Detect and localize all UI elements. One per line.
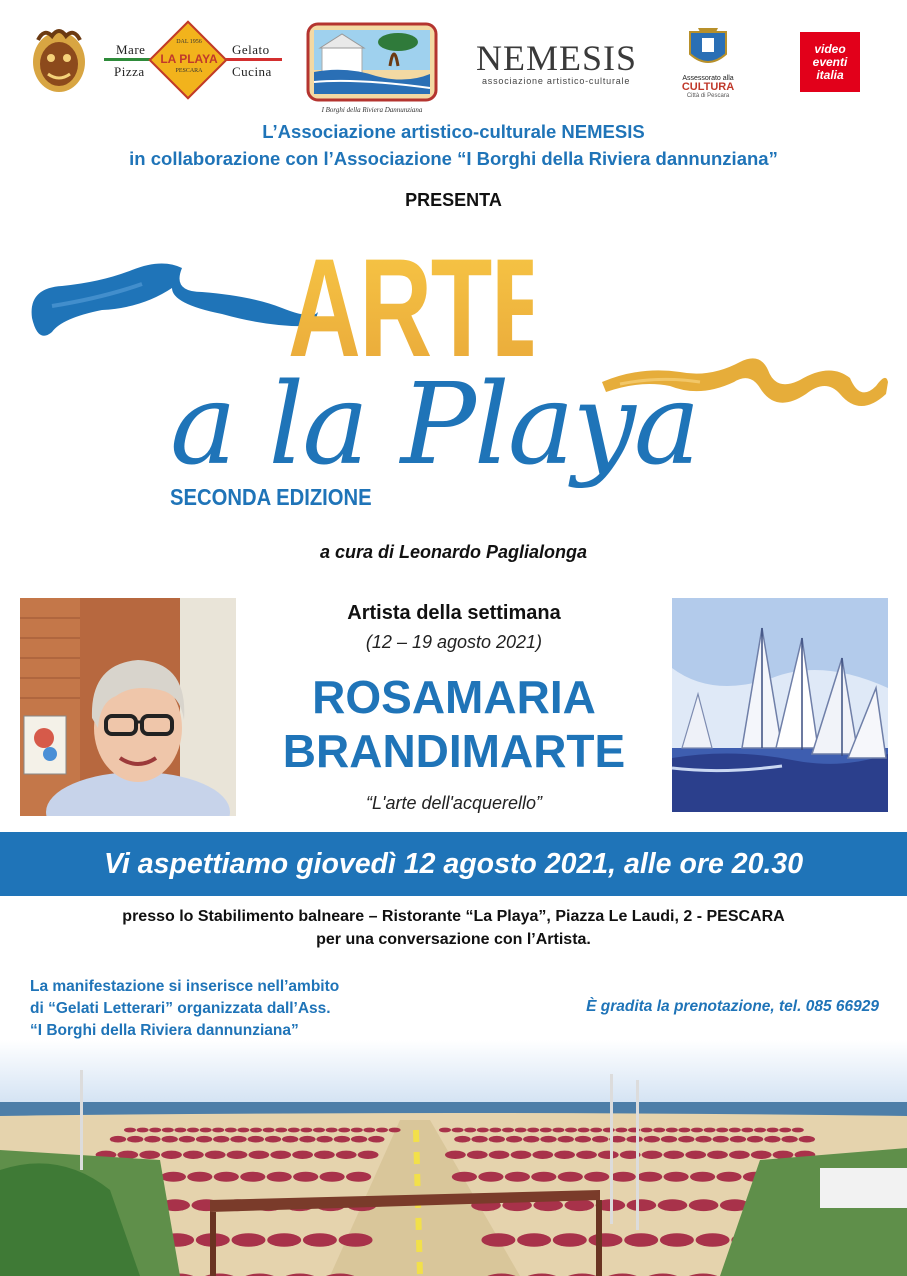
playa-mare: Mare [116, 42, 146, 57]
beach-umbrella [358, 1151, 379, 1159]
beach-umbrella [779, 1128, 791, 1133]
beach-umbrella [716, 1128, 728, 1133]
beach-umbrella [213, 1136, 229, 1143]
beach-umbrella [716, 1172, 741, 1182]
beach-umbrella [611, 1172, 636, 1182]
beach-umbrella [696, 1233, 730, 1247]
playa-name: LA PLAYA [160, 52, 218, 66]
artist-photo [20, 598, 236, 816]
beach-umbrella [454, 1136, 470, 1143]
date-banner: Vi aspettiamo giovedì 12 agosto 2021, alle ore 20.30 [0, 832, 907, 896]
beach-umbrella [339, 1233, 373, 1247]
venue-line-1: presso lo Stabilimento balneare – Ristorante “La Playa”, Piazza Le Laudi, 2 - PESCARA [122, 908, 785, 925]
watercolor-painting [672, 598, 888, 812]
artist-first-name: ROSAMARIA [312, 671, 596, 723]
cultura-line1: Assessorato alla [682, 75, 734, 82]
beach-umbrella [729, 1151, 750, 1159]
beach-umbrella [554, 1151, 575, 1159]
beach-umbrella [124, 1128, 136, 1133]
beach-umbrella [678, 1136, 694, 1143]
beach-umbrella [300, 1128, 312, 1133]
beach-umbrella [713, 1136, 729, 1143]
beach-umbrella [214, 1172, 239, 1182]
beach-umbrella [363, 1128, 375, 1133]
beach-umbrella [225, 1128, 237, 1133]
beach-umbrella [515, 1128, 527, 1133]
beach-umbrella [489, 1151, 510, 1159]
org-line-2: in collaborazione con l’Associazione “I Borghi della Riviera dannunziana” [129, 148, 778, 169]
beach-umbrella [598, 1151, 619, 1159]
video-line2: eventi [812, 54, 848, 69]
beach-umbrella [467, 1151, 488, 1159]
beach-umbrella [326, 1128, 338, 1133]
beach-umbrella [565, 1128, 577, 1133]
beach-umbrella [527, 1128, 539, 1133]
beach-umbrella [452, 1172, 477, 1182]
beach-umbrella [690, 1172, 715, 1182]
cultura-line2: CULTURA [681, 81, 735, 93]
beach-umbrella [232, 1233, 266, 1247]
beach-umbrella [754, 1128, 766, 1133]
beach-umbrella [615, 1128, 627, 1133]
beach-umbrella [730, 1136, 746, 1143]
beach-umbrella [227, 1151, 248, 1159]
beach-umbrella [293, 1172, 318, 1182]
beach-umbrella [248, 1136, 264, 1143]
beach-umbrella [751, 1151, 772, 1159]
nemesis-name: NEMESIS [476, 38, 638, 78]
beach-umbrella [212, 1128, 224, 1133]
beach-umbrella [644, 1136, 660, 1143]
beach-umbrella [695, 1136, 711, 1143]
a-la-playa-title: a la Playa [170, 360, 699, 490]
beach-umbrella [270, 1151, 291, 1159]
beach-umbrella [376, 1128, 388, 1133]
beach-umbrella [389, 1128, 401, 1133]
beach-umbrella [578, 1128, 590, 1133]
beach-umbrella [237, 1128, 249, 1133]
beach-umbrella [704, 1128, 716, 1133]
playa-cucina: Cucina [232, 64, 272, 79]
org-line-1: L’Associazione artistico-culturale NEMESIS [262, 121, 645, 142]
curator-line: a cura di Leonardo Paglialonga [319, 542, 588, 562]
beach-umbrella [196, 1136, 212, 1143]
beach-umbrella [288, 1128, 300, 1133]
beach-umbrella [502, 1128, 514, 1133]
beach-umbrella [240, 1172, 265, 1182]
beach-umbrella [707, 1151, 728, 1159]
la-playa-logo [104, 32, 282, 88]
beach-umbrella [477, 1128, 489, 1133]
beach-umbrella [666, 1128, 678, 1133]
beach-umbrella [338, 1128, 350, 1133]
nemesis-subtitle: associazione artistico-culturale [482, 76, 631, 86]
beach-umbrella [162, 1128, 174, 1133]
beach-umbrella [660, 1233, 694, 1247]
beach-umbrella [575, 1136, 591, 1143]
blue-brush-stroke [22, 248, 322, 348]
beach-umbrella [552, 1128, 564, 1133]
artist-of-the-week-label: Artista della settimana [347, 602, 561, 624]
beach-umbrella [747, 1136, 763, 1143]
beach-umbrella [282, 1136, 298, 1143]
beach-umbrella [781, 1136, 797, 1143]
beach-umbrella [642, 1151, 663, 1159]
beach-umbrella [265, 1136, 281, 1143]
beach-umbrella [658, 1199, 688, 1211]
beach-umbrella [267, 1233, 301, 1247]
cultura-line3: Città di Pescara [686, 93, 730, 99]
playa-city: PESCARA [175, 68, 203, 74]
artist-last-name: BRANDIMARTE [282, 725, 626, 777]
booking-info: È gradita la prenotazione, tel. 085 66929 [586, 998, 879, 1015]
beach-umbrella [320, 1172, 345, 1182]
beach-umbrella [627, 1199, 657, 1211]
beach-umbrella [250, 1128, 262, 1133]
beach-umbrella [685, 1151, 706, 1159]
beach-umbrella [741, 1128, 753, 1133]
event-note [30, 976, 339, 1042]
beach-umbrella [478, 1172, 503, 1182]
venue-line-2: per una conversazione con l’Artista. [316, 931, 591, 948]
borghi-logo [306, 22, 438, 112]
beach-umbrella [729, 1128, 741, 1133]
beach-umbrella [316, 1136, 332, 1143]
beach-umbrella [584, 1172, 609, 1182]
beach-umbrella [183, 1151, 204, 1159]
video-eventi-logo [800, 32, 860, 92]
beach-umbrella [689, 1199, 719, 1211]
beach-umbrella [336, 1151, 357, 1159]
beach-umbrella [517, 1233, 551, 1247]
nemesis-logo [476, 40, 636, 88]
beach-umbrella [532, 1151, 553, 1159]
beach-umbrella [767, 1128, 779, 1133]
beach-umbrella [314, 1151, 335, 1159]
mask-logo [30, 26, 88, 94]
beach-umbrella [162, 1136, 178, 1143]
beach-umbrella [200, 1128, 212, 1133]
playa-since: DAL 1956 [176, 39, 202, 45]
beach-umbrella [149, 1128, 161, 1133]
beach-umbrella [110, 1136, 126, 1143]
beach-umbrella [137, 1128, 149, 1133]
beach-umbrella [589, 1233, 623, 1247]
beach-umbrella [637, 1172, 662, 1182]
beach-umbrella [481, 1233, 515, 1247]
playa-gelato: Gelato [232, 42, 270, 57]
beach-umbrella [351, 1136, 367, 1143]
beach-umbrella [553, 1233, 587, 1247]
presenta-label: PRESENTA [405, 190, 502, 210]
beach-umbrella [664, 1172, 689, 1182]
beach-umbrella [452, 1128, 464, 1133]
borghi-caption: I Borghi della Riviera Dannunziana [321, 106, 423, 114]
beach-umbrella [179, 1136, 195, 1143]
beach-umbrella [368, 1136, 384, 1143]
beach-umbrella [641, 1128, 653, 1133]
event-note-line-1: La manifestazione si inserisce nell’ambito [30, 978, 340, 995]
beach-umbrella [678, 1128, 690, 1133]
beach-umbrella [540, 1136, 556, 1143]
event-note-line-3: “I Borghi della Riviera dannunziana” [30, 1022, 299, 1039]
beach-umbrella [439, 1128, 451, 1133]
beach-umbrella [139, 1151, 160, 1159]
beach-umbrella [346, 1172, 371, 1182]
beach-umbrella [565, 1199, 595, 1211]
beach-umbrella [663, 1151, 684, 1159]
beach-umbrella [506, 1136, 522, 1143]
beach-umbrella [661, 1136, 677, 1143]
artist-subtitle: “L'arte dell'acquerello” [366, 793, 542, 813]
beach-umbrella [174, 1128, 186, 1133]
beach-umbrella [263, 1128, 275, 1133]
beach-umbrella [489, 1136, 505, 1143]
beach-umbrella [299, 1136, 315, 1143]
beach-umbrella [313, 1128, 325, 1133]
beach-umbrella [799, 1136, 815, 1143]
beach-umbrella [464, 1128, 476, 1133]
beach-umbrella [576, 1151, 597, 1159]
beach-umbrella [626, 1136, 642, 1143]
beach-umbrella [523, 1136, 539, 1143]
beach-umbrella [249, 1151, 270, 1159]
beach-umbrella [187, 1128, 199, 1133]
beach-umbrella [292, 1151, 313, 1159]
beach-umbrella [267, 1172, 292, 1182]
beach-umbrella [531, 1172, 556, 1182]
beach-umbrella [558, 1136, 574, 1143]
cultura-logo [676, 26, 740, 100]
beach-umbrella [558, 1172, 583, 1182]
beach-umbrella [489, 1128, 501, 1133]
beach-panorama-photo [0, 1040, 907, 1276]
video-line3: italia [816, 67, 844, 82]
beach-umbrella [127, 1136, 143, 1143]
beach-umbrella [205, 1151, 226, 1159]
beach-umbrella [471, 1136, 487, 1143]
beach-umbrella [590, 1128, 602, 1133]
beach-umbrella [540, 1128, 552, 1133]
beach-umbrella [792, 1128, 804, 1133]
beach-umbrella [275, 1128, 287, 1133]
arte-title: ARTE [288, 229, 557, 386]
beach-umbrella [351, 1128, 363, 1133]
edition-label: SECONDA EDIZIONE [170, 484, 372, 510]
video-line1: video [814, 41, 846, 56]
artist-dates: (12 – 19 agosto 2021) [365, 632, 543, 652]
beach-umbrella [144, 1136, 160, 1143]
beach-umbrella [505, 1172, 530, 1182]
beach-umbrella [303, 1233, 337, 1247]
beach-umbrella [161, 1151, 182, 1159]
playa-pizza: Pizza [114, 64, 145, 79]
beach-umbrella [653, 1128, 665, 1133]
beach-umbrella [691, 1128, 703, 1133]
beach-umbrella [161, 1172, 186, 1182]
beach-umbrella [511, 1151, 532, 1159]
beach-umbrella [624, 1233, 658, 1247]
beach-umbrella [334, 1136, 350, 1143]
beach-umbrella [187, 1172, 212, 1182]
beach-umbrella [445, 1151, 466, 1159]
beach-umbrella [764, 1136, 780, 1143]
event-note-line-2: di “Gelati Letterari” organizzata dall’Ass. [30, 1000, 331, 1017]
beach-umbrella [592, 1136, 608, 1143]
beach-umbrella [230, 1136, 246, 1143]
